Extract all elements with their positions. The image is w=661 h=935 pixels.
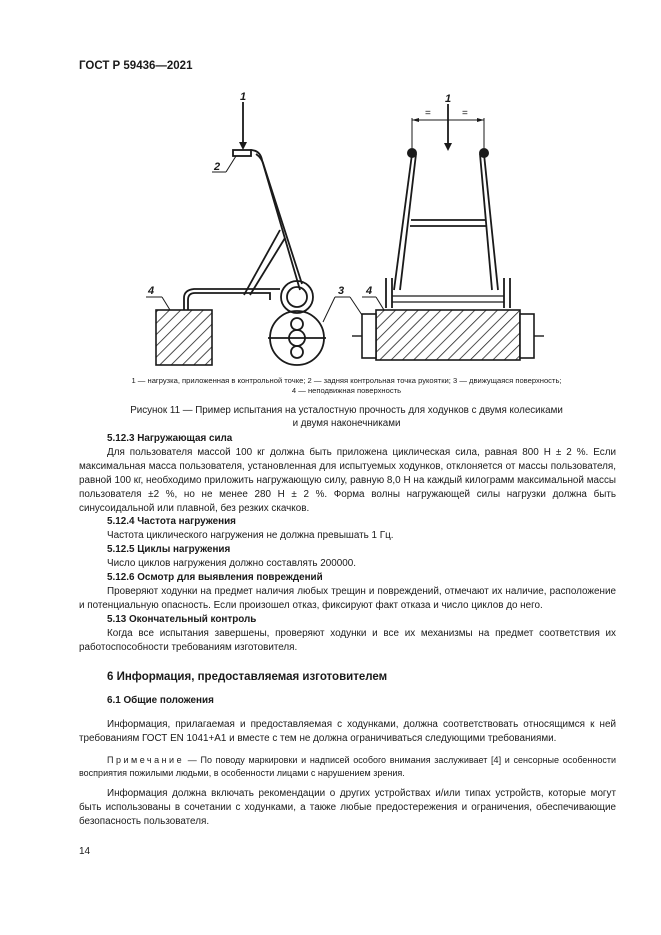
heading-5-12-3: 5.12.3 Нагружающая сила — [107, 433, 233, 444]
heading-5-12-6: 5.12.6 Осмотр для выявления повреждений — [107, 572, 323, 584]
label-4-left: 4 — [148, 285, 155, 297]
moving-surface-left — [268, 311, 326, 365]
side-view — [184, 102, 313, 313]
paragraph-5-12-6: Проверяют ходунки на предмет наличия любых трещин и повреждений, отмечают их наличие, расположение и потенциальную опасность. Если произошел отказ, фиксируют факт отказа и число циклов до него. — [79, 585, 616, 611]
heading-5-13: 5.13 Окончательный контроль — [107, 613, 257, 625]
body-text — [79, 432, 616, 829]
note-label: Примечание — [107, 755, 185, 766]
label-3: 3 — [338, 285, 345, 297]
legend-line-1: 1 — нагрузка, приложенная в контрольной точке; 2 — задняя контрольная точка рукоятки; 3 — движущаяся поверхность; — [131, 376, 562, 385]
fixed-surface-left — [156, 310, 212, 365]
figure-legend — [79, 376, 614, 396]
note-text: — По поводу маркировки и надписей особого внимания заслуживает [4] и сенсорные особенности восприятия пожилыми людьми, в особенности лицами с нарушением зрения. — [79, 755, 616, 778]
document-header: ГОСТ Р 59436—2021 — [79, 60, 193, 72]
paragraph-5-12-4: Частота циклического нагружения не должна превышать 1 Гц. — [107, 530, 394, 542]
figure-11-diagram — [140, 90, 560, 370]
heading-section-6: 6 Информация, предоставляемая изготовителем — [107, 670, 388, 683]
note — [79, 754, 616, 779]
caption-line-2: и двумя наконечниками — [292, 418, 401, 429]
front-view — [386, 104, 510, 308]
surface-right — [376, 310, 520, 360]
paragraph-5-12-3: Для пользователя массой 100 кг должна быть приложена циклическая сила, равная 800 Н ± 2 %. Если максимальная масса пользователя, установленная для испытуемых ходунков, отклоняется от массы пользователя, равной 100 кг, необходимо приложить нагружающую силу, равную 8,0 Н на каждый килограмм максимальной массы пользователя ±2 %, но не менее 280 Н ± 2 %. Форма волны нагружающей силы нагрузки должна быть синусоидальной или плавной, без резких скачков. — [79, 446, 616, 514]
legend-line-2: 4 — неподвижная поверхность — [291, 386, 402, 395]
page-number: 14 — [79, 846, 91, 857]
heading-5-12-5: 5.12.5 Циклы нагружения — [107, 544, 231, 556]
label-4-right: 4 — [366, 285, 373, 297]
paragraph-6-1-info: Информация должна включать рекомендации о других устройствах и/или типах устройств, которые могут быть использованы в сочетании с ходунками, а также любые предостережения и ограничения, обеспечивающие безопасность пользователя. — [79, 788, 616, 827]
label-1-right: 1 — [445, 93, 452, 105]
label-1-left: 1 — [240, 91, 247, 103]
paragraph-5-12-5: Число циклов нагружения должно составлять 200000. — [107, 558, 356, 570]
dim-eq-right: = — [462, 108, 468, 119]
heading-6-1: 6.1 Общие положения — [107, 695, 214, 707]
paragraph-6-1: Информация, прилагаемая и предоставляемая с ходунками, должна соответствовать относящимся к ней требованиям ГОСТ EN 1041+A1 и вместе с тем не должна ограничиваться следующими требованиями. — [79, 719, 616, 745]
caption-line-1: Рисунок 11 — Пример испытания на усталостную прочность для ходунков с двумя колесиками — [130, 405, 563, 416]
paragraph-5-13: Когда все испытания завершены, проверяют ходунки и все их механизмы на предмет соответствия их работоспособности требованиям изготовителя. — [79, 627, 616, 653]
dim-eq-left: = — [425, 108, 431, 119]
figure-caption — [79, 404, 614, 430]
heading-5-12-4: 5.12.4 Частота нагружения — [107, 516, 236, 528]
label-2: 2 — [214, 161, 221, 173]
